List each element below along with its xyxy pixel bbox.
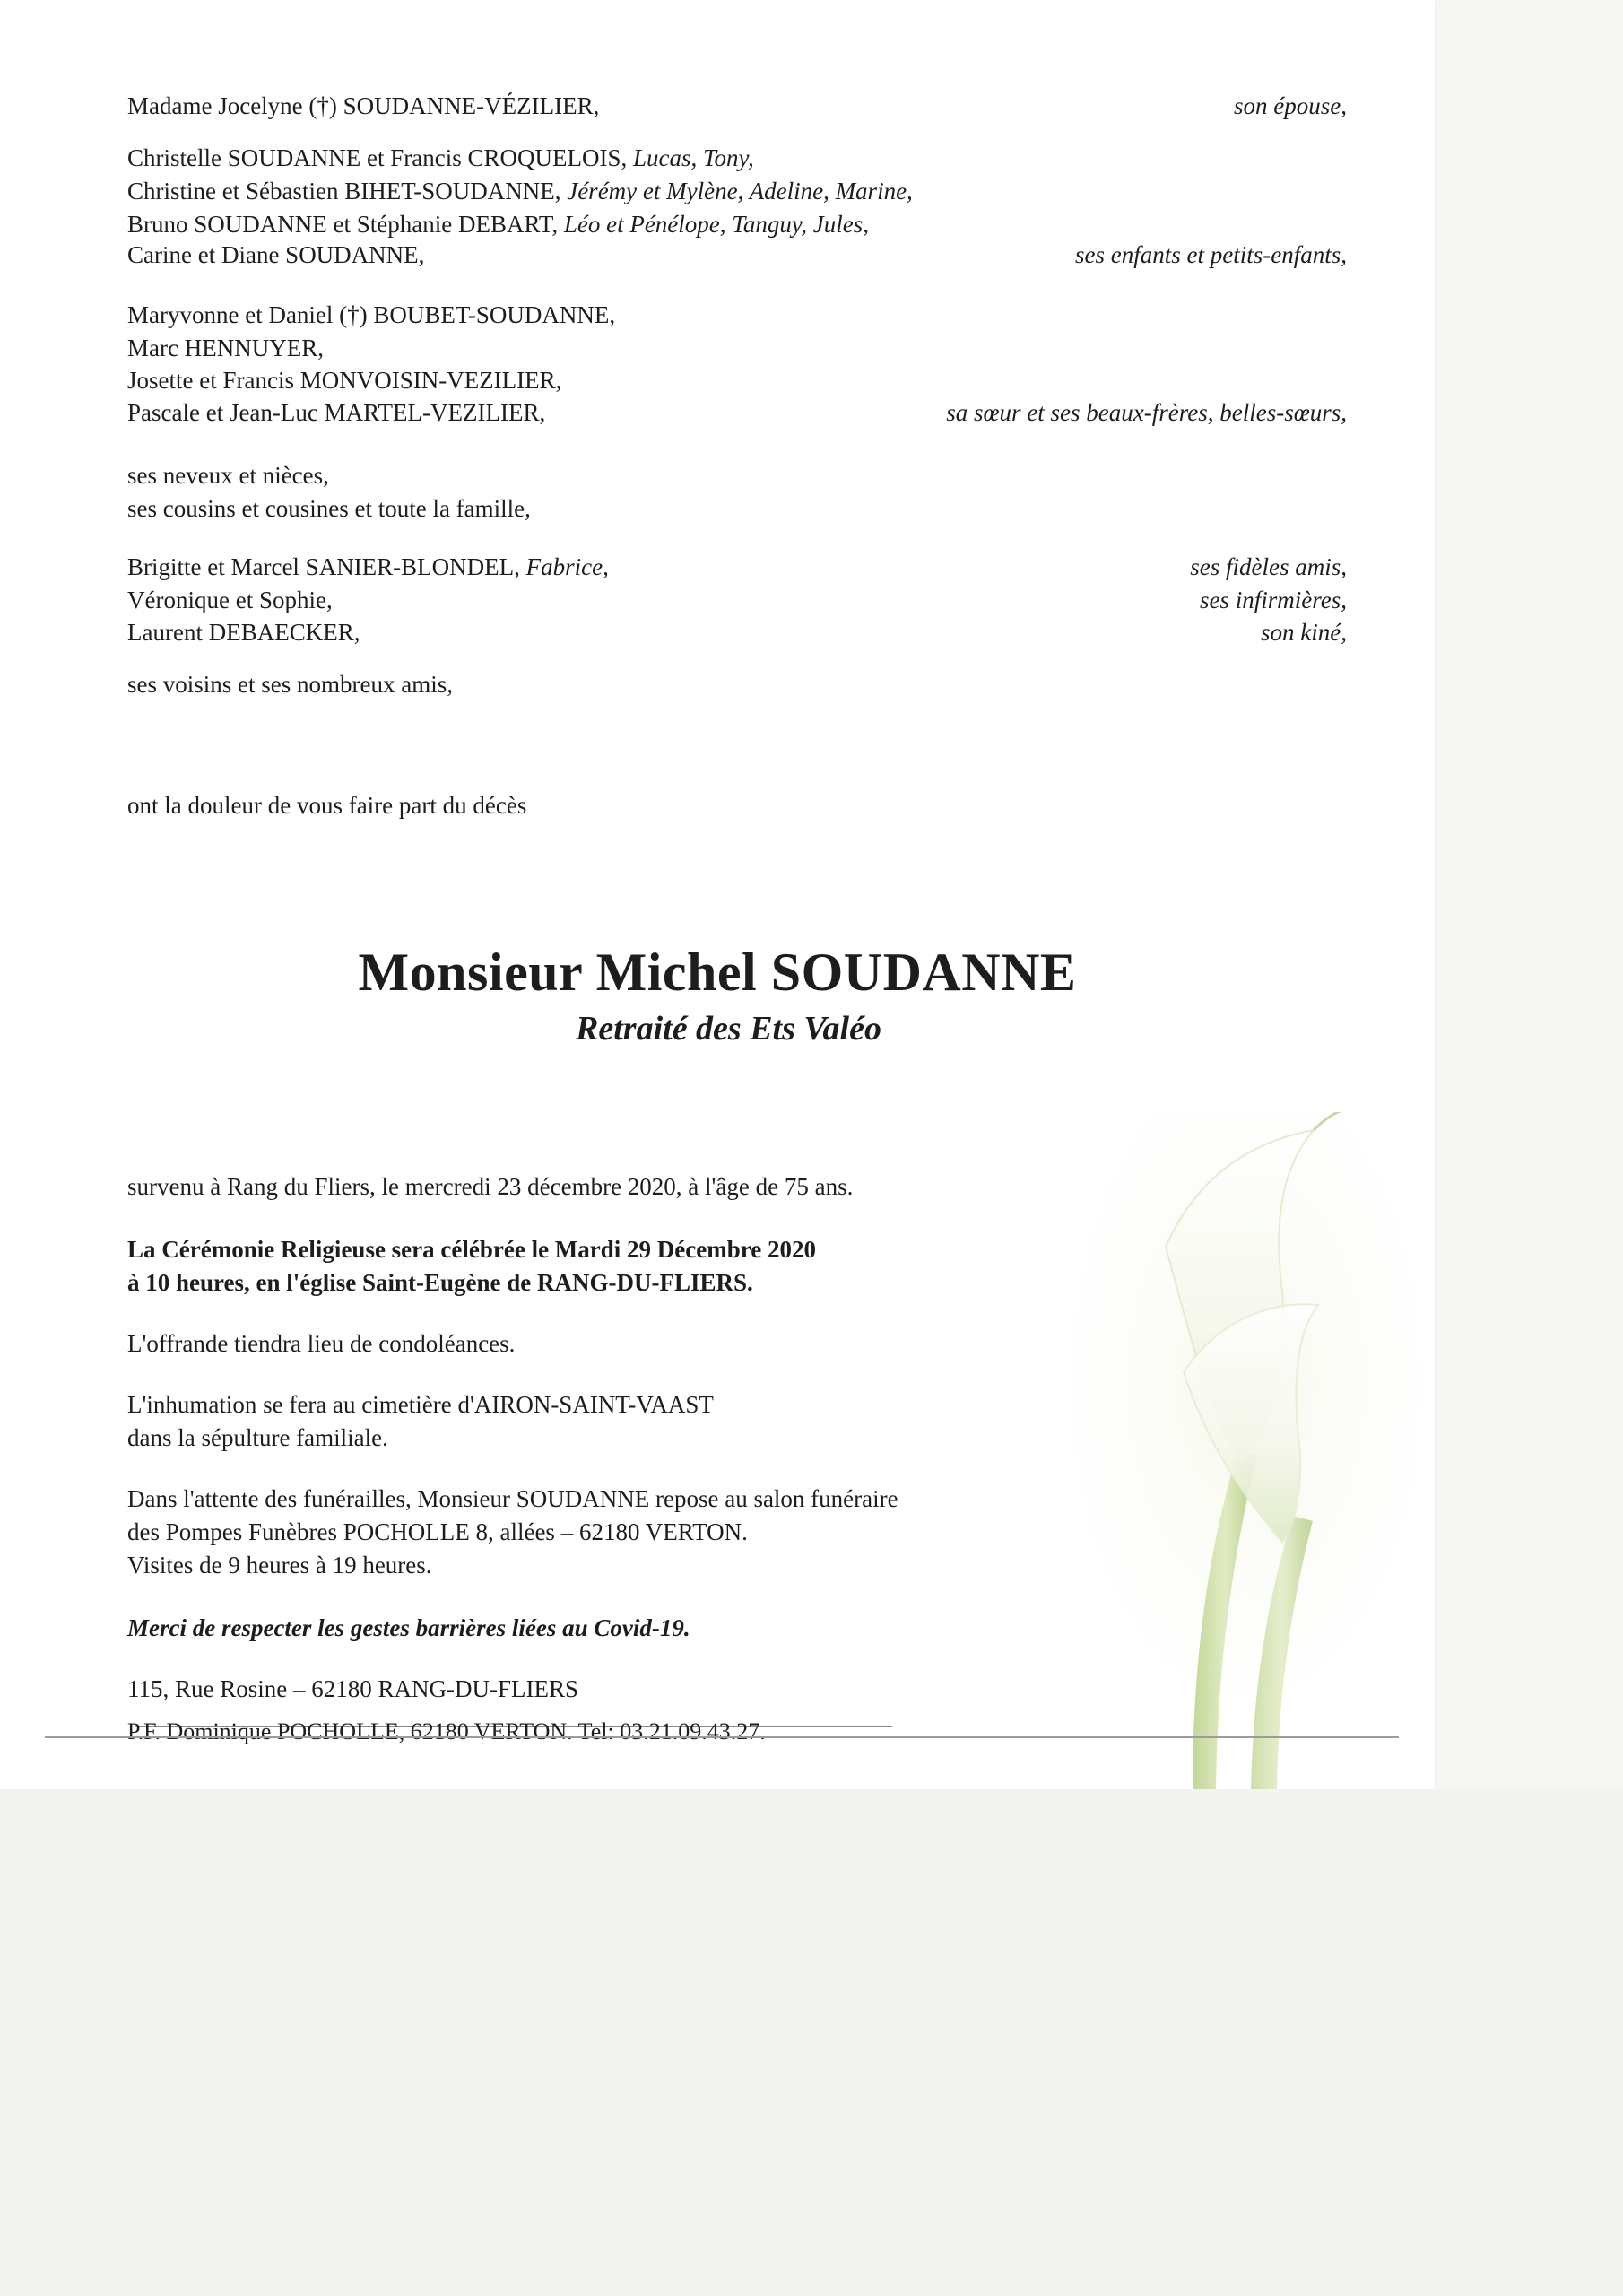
deceased-name: Monsieur Michel SOUDANNE [358, 943, 1077, 1002]
children-relation: ses enfants et petits-enfants, [1075, 241, 1347, 268]
friend-name: Véronique et Sophie, [127, 587, 333, 613]
friend-extra: Fabrice, [525, 553, 609, 580]
child-name: Christelle SOUDANNE et Francis CROQUELOIS, [127, 144, 633, 171]
wife-relation: son épouse, [1234, 92, 1347, 119]
wife-name: Madame Jocelyne (†) SOUDANNE-VÉZILIER, [127, 92, 600, 119]
grandchildren: Jérémy et Mylène, Adeline, Marine, [567, 178, 913, 204]
divider [45, 1736, 1399, 1738]
friend-name: Laurent DEBAECKER, [127, 619, 360, 646]
child-name: Bruno SOUDANNE et Stéphanie DEBART, [127, 211, 564, 238]
siblings-relation: sa sœur et ses beaux-frères, belles-sœurs, [946, 399, 1347, 426]
notice-sheet: Madame Jocelyne (†) SOUDANNE-VÉZILIER, son épouse, Christelle SOUDANNE et Francis CROQUELOIS, Lucas, Tony, Christine et Sébastien BIHET-SOUDANNE, Jérémy et Mylène, Adeline, Marine, Bruno SOUDANNE et Stéphanie DEBART, Léo et Pénélope, Tanguy, Jules, Carine et Diane SOUDANNE, ses enfants et petits-enfants, Maryvonne et Daniel (†) BOUBET-SOUDANNE, Marc HENNUYER, Josette et Francis MONVOISIN-VEZILIER, Pascale et Jean-Luc MARTEL-VEZILIER, sa sœur et ses beaux-frères, belles-sœurs, ses neveux et nièces, ses cousins et cousines et toute la famille, Brigitte et Marcel SANIER-BLONDEL, Fabrice, ses fidèles amis, Véronique et Sophie, ses infirmières, Laurent DEBAECKER, son kiné, ses voisins et ses nombreux amis, ont la douleur de vous faire part du décès Monsieur Michel SOUDANNE Retraité des Ets Valéo survenu à Rang du Fliers, le mercredi 23 décembre 2020, à l'âge de 75 ans. La Cérémonie Religieuse sera célébrée le Mardi 29 Décembre 2020 à 10 heures, en l'église Saint-Eugène de RANG-DU-FLIERS. L'offrande tiendra lieu de condoléances. L'inhumation se fera au cimetière d'AIRON-SAINT-VAAST dans la sépulture familiale. Dans l'attente des funérailles, Monsieur SOUDANNE repose au salon funéraire des Pompes Funèbres POCHOLLE 8, allées – 62180 VERTON. Visites de 9 heures à 19 heures. Merci de respecter les gestes barrières liées au Covid-19. 115, Rue Rosine – 62180 RANG-DU-FLIERS P.F. Dominique POCHOLLE, 62180 VERTON. Tel: 03.21.09.43.27. [0, 0, 1435, 1789]
scan-background [0, 1789, 1623, 2296]
child-name: Carine et Diane SOUDANNE, [127, 241, 425, 268]
friend-name: Brigitte et Marcel SANIER-BLONDEL, [127, 553, 526, 580]
friend-relation: son kiné, [1261, 619, 1347, 646]
grandchildren: Léo et Pénélope, Tanguy, Jules, [563, 211, 870, 238]
calla-lily-icon [1058, 1112, 1435, 1789]
grandchildren: Lucas, Tony, [632, 144, 754, 171]
child-name: Christine et Sébastien BIHET-SOUDANNE, [127, 178, 568, 204]
friend-relation: ses fidèles amis, [1190, 553, 1347, 580]
deceased-title: Retraité des Ets Valéo [576, 1010, 881, 1048]
friend-relation: ses infirmières, [1200, 587, 1347, 613]
